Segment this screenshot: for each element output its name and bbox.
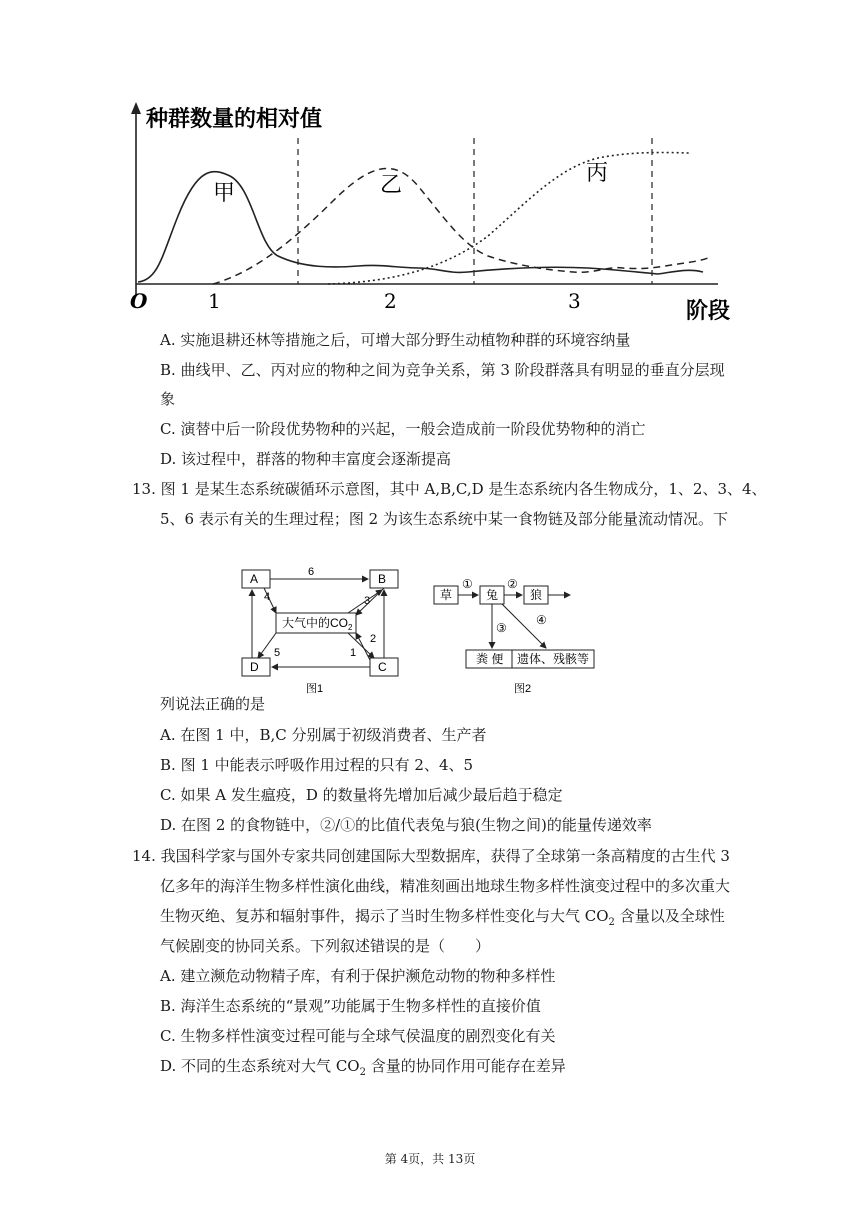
curve-label-jia: 甲 — [213, 181, 236, 206]
q14-stem-line4: 气候剧变的协同关系。下列叙述错误的是（ ） — [160, 937, 491, 955]
svg-text:③: ③ — [496, 621, 507, 635]
q13-option-d: D. 在图 2 的食物链中，②/①的比值代表兔与狼(生物之间)的能量传递效率 — [160, 816, 652, 834]
stage-label-3: 3 — [568, 289, 581, 313]
x-axis-label: 阶段 — [686, 299, 731, 324]
svg-text:①: ① — [462, 577, 473, 591]
q12-option-a: A. 实施退耕还林等措施之后，可增大部分野生动植物种群的环境容纳量 — [160, 331, 631, 349]
q12-option-c: C. 演替中后一阶段优势物种的兴起，一般会造成前一阶段优势物种的消亡 — [160, 420, 646, 438]
q13-stem-line3: 列说法正确的是 — [160, 695, 266, 713]
q12-option-d: D. 该过程中，群落的物种丰富度会逐渐提高 — [160, 450, 452, 468]
curve-yi — [213, 168, 708, 284]
svg-text:遗体、残骸等: 遗体、残骸等 — [517, 652, 590, 666]
svg-text:4: 4 — [264, 591, 271, 603]
svg-text:D: D — [250, 660, 259, 674]
stage-label-1: 1 — [208, 289, 221, 313]
svg-text:5: 5 — [274, 647, 281, 659]
svg-text:2: 2 — [370, 633, 377, 645]
stage-label-2: 2 — [384, 289, 397, 313]
fig2-caption: 图2 — [514, 683, 532, 695]
q14-option-d: D. 不同的生态系统对大气 $CO_2$ 含量的协同作用可能存在差异 — [160, 1057, 566, 1078]
q13-stem-line2: 5、6 表示有关的生理过程；图 2 为该生态系统中某一食物链及部分能量流动情况。下 — [160, 510, 728, 528]
svg-text:草: 草 — [440, 588, 453, 602]
svg-text:④: ④ — [536, 613, 547, 627]
q13-option-c: C. 如果 A 发生瘟疫，D 的数量将先增加后减少最后趋于稳定 — [160, 786, 563, 804]
svg-text:3: 3 — [364, 595, 371, 607]
svg-text:狼: 狼 — [530, 588, 543, 602]
page-footer: 第 4页，共 13页 — [384, 1152, 476, 1166]
curve-label-bing: 丙 — [586, 161, 609, 186]
y-axis-label: 种群数量的相对值 — [146, 107, 323, 132]
svg-text:B: B — [378, 572, 387, 586]
q14-stem-line2: 亿多年的海洋生物多样性演化曲线，精准刻画出地球生物多样性演变过程中的多次重大 — [160, 877, 731, 895]
q14-option-b: B. 海洋生态系统的“景观”功能属于生物多样性的直接价值 — [160, 997, 541, 1015]
q13-option-b: B. 图 1 中能表示呼吸作用过程的只有 2、4、5 — [160, 756, 474, 774]
q12-option-b: B. 曲线甲、乙、丙对应的物种之间为竞争关系，第 3 阶段群落具有明显的垂直分层现 — [160, 361, 725, 379]
q14-option-c: C. 生物多样性演变过程可能与全球气侯温度的剧烈变化有关 — [160, 1027, 556, 1045]
svg-text:6: 6 — [308, 566, 315, 578]
q13-figures — [236, 558, 596, 698]
q13-stem-line1: 13. 图 1 是某生态系统碳循环示意图，其中 A,B,C,D 是生态系统内各生物成分，1、2、3、4、 — [132, 480, 767, 498]
svg-text:大气中的CO2: 大气中的$CO_2$ — [282, 616, 353, 632]
q14-stem-line1: 14. 我国科学家与国外专家共同创建国际大型数据库，获得了全球第一条高精度的古生代 3 — [132, 847, 730, 865]
svg-text:兔: 兔 — [486, 588, 499, 602]
svg-text:粪 便: 粪 便 — [476, 652, 504, 666]
q13-option-a: A. 在图 1 中，B,C 分别属于初级消费者、生产者 — [160, 726, 487, 744]
svg-text:②: ② — [507, 577, 518, 591]
fig1-caption: 图1 — [306, 683, 324, 695]
q14-stem-line3: 生物灭绝、复苏和辐射事件，揭示了当时生物多样性变化与大气 $CO_2$ 含量以及全球性 — [160, 907, 725, 928]
q12-option-b-cont: 象 — [160, 390, 176, 408]
q14-option-a: A. 建立濒危动物精子库，有利于保护濒危动物的物种多样性 — [160, 967, 556, 985]
svg-text:C: C — [378, 660, 387, 674]
svg-text:1: 1 — [350, 647, 357, 659]
origin-label: O — [130, 289, 148, 313]
curve-label-yi: 乙 — [380, 173, 403, 198]
y-axis-arrow — [131, 102, 141, 114]
svg-text:A: A — [250, 572, 259, 586]
succession-figure — [118, 96, 748, 328]
